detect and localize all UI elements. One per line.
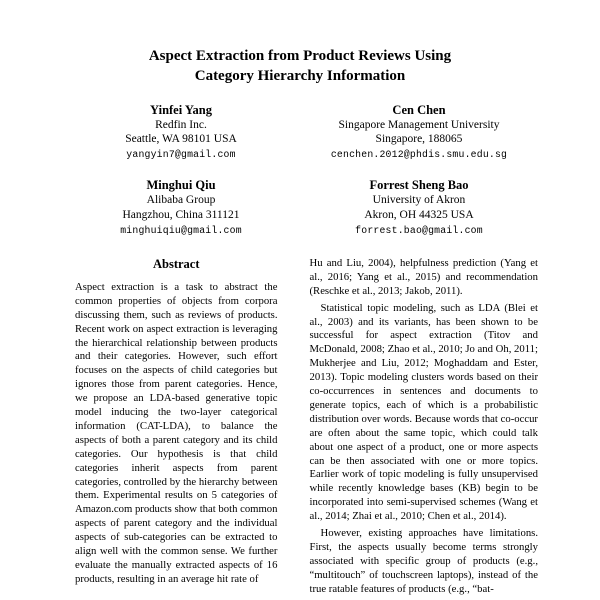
author-block-yinfei-yang — [62, 102, 300, 161]
author-name: Minghui Qiu — [146, 178, 216, 193]
author-name: Forrest Sheng Bao — [369, 178, 469, 193]
author-email: yangyin7@gmail.com — [126, 149, 236, 161]
author-email: minghuiqiu@gmail.com — [120, 224, 242, 236]
two-column-body — [62, 257, 538, 597]
author-affiliation-line2: Hangzhou, China 311121 — [122, 209, 240, 222]
author-block-cen-chen — [300, 102, 538, 161]
author-block-forrest-sheng-bao — [300, 177, 538, 236]
author-name: Cen Chen — [392, 102, 446, 117]
body-paragraph-1: Hu and Liu, 2004), helpfulness prediction (Yang et al., 2016; Yang et al., 2015) and recommendation (Reschke et al., 2013; Jakob, 2011). — [309, 256, 538, 297]
author-affiliation-line2: Akron, OH 44325 USA — [364, 209, 474, 222]
authors-block — [62, 102, 538, 236]
body-paragraph-3: However, existing approaches have limitations. First, the aspects usually become terms strongly associated with specific group of products (e.g., “multitouch” of touchscreen laptops), instead of the true ratable features of products (e.g., “bat- — [309, 527, 538, 595]
author-block-minghui-qiu — [62, 177, 300, 236]
body-paragraph-2: Statistical topic modeling, such as LDA (Blei et al., 2003) and its variants, has been shown to be successful for aspect extraction (Titov and McDonald, 2008; Zhao et al., 2010; Jo and Oh, 2011; Mukherjee and Liu, 2012; Moghaddam and Ester, 2013). Topic modeling clusters words based on their co-occurrences in sentences and documents to generate topics, each of which is a probabilistic distribution over words. Because words that co-occur are often about the same topic, which could talk about one aspect of a product, one or more aspects can be then associated with one or more topics. Earlier work of topic modeling is fully unsupervised while recently knowledge bases (KB) begin to be incorporated into semi-supervised schemes (Wang et al., 2014; Zhai et al., 2010; Chen et al., 2014). — [309, 301, 538, 523]
paper-title-line2: Category Hierarchy Information — [194, 68, 406, 85]
author-affiliation-line1: Alibaba Group — [146, 194, 216, 207]
author-affiliation-line1: Singapore Management University — [338, 118, 500, 131]
paper-title-line1: Aspect Extraction from Product Reviews Using — [148, 48, 452, 64]
author-affiliation-line1: University of Akron — [372, 194, 466, 207]
abstract-heading: Abstract — [152, 256, 200, 271]
author-affiliation-line1: Redfin Inc. — [155, 118, 207, 131]
abstract-text: Aspect extraction is a task to abstract the common properties of objects from corpora discussing them, such as reviews of products. Recent work on aspect extraction is leveraging the hierarchical relationship between products and their categories. However, such effort focuses on the aspects of child categories but ignores those from parent categories. Hence, we propose an LDA-based generative topic model inducing the two-layer categorical information (CAT-LDA), to balance the aspects of both a parent category and its child categories. Our hypothesis is that child categories inherit aspects from parent categories, controlled by the hierarchy between them. Experimental results on 5 categories of Amazon.com products show that both common aspects of parent category and the individual aspects of sub-categories can be extracted to align well with the common sense. We further evaluate the manually extracted aspects of 16 products, resulting in an average hit rate of — [75, 280, 278, 585]
paper-title — [62, 46, 538, 87]
author-email: cenchen.2012@phdis.smu.edu.sg — [330, 149, 508, 161]
author-email: forrest.bao@gmail.com — [355, 224, 483, 236]
left-column — [62, 257, 291, 597]
author-name: Yinfei Yang — [150, 102, 212, 117]
author-affiliation-line2: Seattle, WA 98101 USA — [125, 133, 237, 146]
author-affiliation-line2: Singapore, 188065 — [375, 133, 463, 146]
right-column — [310, 257, 539, 597]
